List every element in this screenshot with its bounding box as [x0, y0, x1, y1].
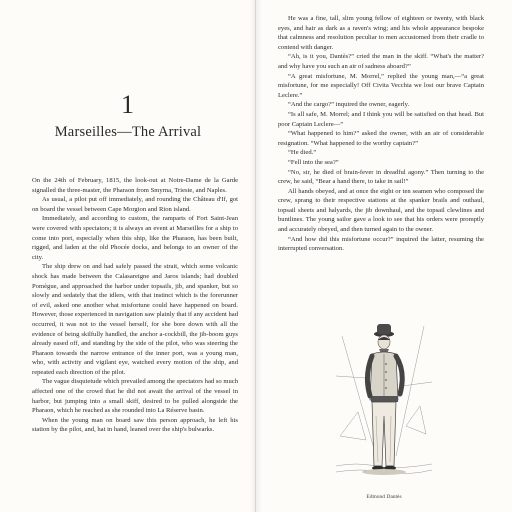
right-page-text: [278, 14, 484, 254]
paragraph: He was a fine, tall, slim young fellow of eighteen or twenty, with black eyes, and hair as dark as a raven's wing; and his whole appearance bespoke that calmness and resolution peculiar to men accustomed from their cradle to contend with danger.: [278, 15, 484, 51]
paragraph: “And the cargo?” inquired the owner, eagerly.: [288, 101, 410, 109]
illustration-caption: Edmond Dantès: [366, 494, 402, 500]
paragraph: “Fell into the sea?”: [288, 158, 339, 166]
paragraph: “No, sir, he died of brain-fever in dreadful agony.” Then turning to the crew, he said, “Bear a hand there, to take in sail!”: [278, 168, 484, 186]
paragraph: As usual, a pilot put off immediately, and rounding the Château d'If, got on board the vessel between Cape Morgion and Rion island.: [32, 196, 238, 213]
paragraph: Immediately, and according to custom, the ramparts of Fort Saint-Jean were covered with spectators; it is always an event at Marseilles for a ship to come into port, especially when this ship, like the Pharaon, has been built, rigged, and laden at the old Phocée docks, and belongs to an owner of the city.: [32, 215, 238, 261]
paragraph: The ship drew on and had safely passed the strait, which some volcanic shock has made between the Calasareigne and Jaros islands; had doubled Pomègue, and approached the harbor under topsails, jib, and spanker, but so slowly and sedately that the idlers, with that instinct which is the forerunner of evil, asked one another what misfortune could have happened on board. However, those experienced in navigation saw plainly that if any accident had occurred, it was not to the vessel herself, for she bore down with all the evidence of being skilfully handled, the anchor a-cockbill, the jib-boom guys already eased off, and standing by the side of the pilot, who was steering the Pharaon towards the narrow entrance of the inner port, was a young man, who, with activity and vigilant eye, watched every motion of the ship, and repeated each direction of the pilot.: [32, 263, 238, 376]
left-page-text: [32, 176, 238, 435]
chapter-number: 1: [121, 90, 135, 119]
paragraph: “What happened to him?” asked the owner, with an air of considerable resignation. “What happened to the worthy captain?”: [278, 130, 484, 147]
paragraph: “He died.”: [288, 149, 317, 157]
edmond-dantes-illustration: [336, 316, 432, 486]
paragraph: All hands obeyed, and at once the eight or ten seamen who composed the crew, sprang to their respective stations at the spanker brails and outhaul, topsail sheets and halyards, the jib downhaul, and the topsail clewlines and buntlines. The young sailor gave a look to see that his orders were promptly and accurately obeyed, and then turned again to the owner.: [278, 187, 484, 234]
paragraph: “And how did this misfortune occur?” inquired the latter, resuming the interrupted conversation.: [278, 235, 484, 253]
paragraph: The vague disquietude which prevailed among the spectators had so much affected one of the crowd that he did not await the arrival of the vessel in harbor, but jumping into a small skiff, desired to be pulled alongside the Pharaon, which he reached as she rounded into La Réserve basin.: [32, 378, 238, 415]
paragraph: On the 24th of February, 1815, the look-out at Notre-Dame de la Garde signalled the three-master, the Pharaon from Smyrna, Trieste, and Naples.: [32, 177, 238, 194]
paragraph: “A great misfortune, M. Morrel,” replied the young man,—“a great misfortune, for me especially! Off Civita Vecchia we lost our brave Captain Leclere.”: [278, 72, 484, 99]
paragraph: When the young man on board saw this person approach, he left his station by the pilot, and, hat in hand, leaned over the ship's bulwarks.: [32, 416, 238, 434]
chapter-title: Marseilles—The Arrival: [54, 124, 202, 140]
paragraph: “Is all safe, M. Morrel; and I think you will be satisfied on that head. But poor Captain Leclere—”: [278, 110, 484, 128]
right-page: [256, 0, 512, 512]
paragraph: “Ah, is it you, Dantès?” cried the man in the skiff. “What's the matter? and why have you such an air of sadness aboard?”: [278, 53, 484, 70]
